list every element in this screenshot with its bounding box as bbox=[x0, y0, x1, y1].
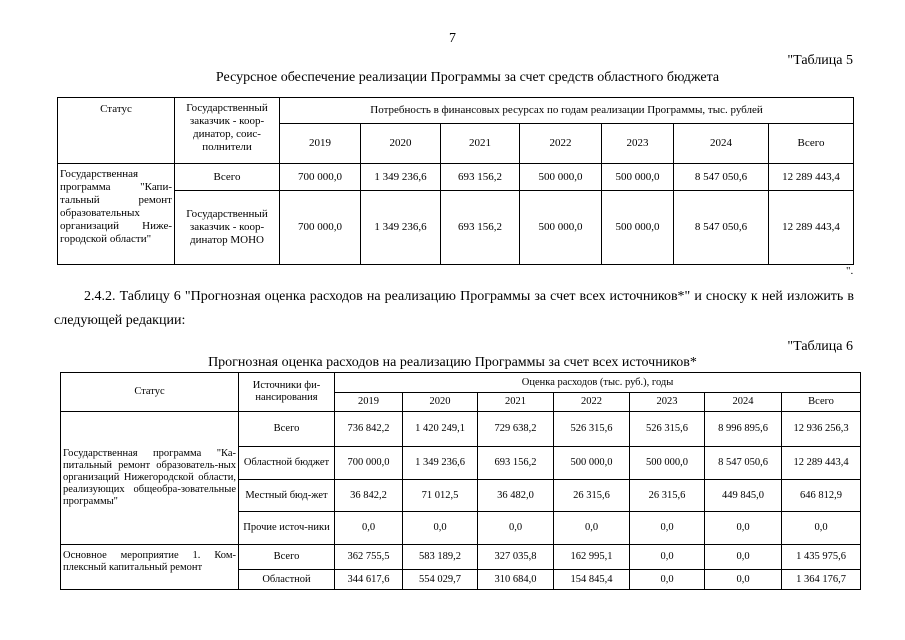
t5-cell: 700 000,0 bbox=[280, 164, 361, 191]
t6-cell: 362 755,5 bbox=[335, 545, 403, 570]
t6-cell: 0,0 bbox=[630, 570, 705, 590]
t6-cell: 36 482,0 bbox=[478, 480, 554, 512]
t6-cell: 0,0 bbox=[478, 512, 554, 545]
t5-cell: 500 000,0 bbox=[602, 191, 674, 265]
t6-row-label: Областной bbox=[239, 570, 335, 590]
t6-cell: 0,0 bbox=[705, 545, 782, 570]
table5-label: "Таблица 5 bbox=[787, 53, 853, 68]
t6-cell: 344 617,6 bbox=[335, 570, 403, 590]
t5-header-status: Статус bbox=[58, 98, 175, 164]
t6-cell: 0,0 bbox=[705, 512, 782, 545]
t6-header-estimate: Оценка расходов (тыс. руб.), годы bbox=[335, 373, 861, 393]
table5-title: Ресурсное обеспечение реализации Программы за счет средств областного бюджета bbox=[215, 70, 720, 85]
t5-cell: 12 289 443,4 bbox=[769, 164, 854, 191]
t5-cell: 693 156,2 bbox=[441, 164, 520, 191]
t5-cell: 693 156,2 bbox=[441, 191, 520, 265]
t6-cell: 0,0 bbox=[630, 545, 705, 570]
t6-row-label: Всего bbox=[239, 545, 335, 570]
t6-year: 2020 bbox=[403, 393, 478, 412]
t6-cell: 1 349 236,6 bbox=[403, 447, 478, 480]
t6-cell: 12 289 443,4 bbox=[782, 447, 861, 480]
t5-row-label: Всего bbox=[175, 164, 280, 191]
t5-year: 2021 bbox=[441, 124, 520, 164]
t5-row-label: Государственный заказчик - коор-динатор МОНО bbox=[175, 191, 280, 265]
t6-cell: 71 012,5 bbox=[403, 480, 478, 512]
amendment-paragraph: 2.4.2. Таблицу 6 "Прогнозная оценка расходов на реализацию Программы за счет всех источников*" и сноску к ней изложить в следующей редакции: bbox=[54, 289, 854, 328]
t6-status-activity: Основное мероприятие 1. Ком-плексный капитальный ремонт bbox=[61, 545, 239, 590]
t6-row-label: Местный бюд-жет bbox=[239, 480, 335, 512]
t6-year: 2022 bbox=[554, 393, 630, 412]
t6-cell: 700 000,0 bbox=[335, 447, 403, 480]
t6-cell: 1 435 975,6 bbox=[782, 545, 861, 570]
t6-cell: 310 684,0 bbox=[478, 570, 554, 590]
t6-cell: 693 156,2 bbox=[478, 447, 554, 480]
t6-cell: 0,0 bbox=[705, 570, 782, 590]
t5-year: Всего bbox=[769, 124, 854, 164]
t5-header-need: Потребность в финансовых ресурсах по годам реализации Программы, тыс. рублей bbox=[280, 98, 854, 124]
t6-cell: 1 364 176,7 bbox=[782, 570, 861, 590]
t6-cell: 646 812,9 bbox=[782, 480, 861, 512]
t6-cell: 583 189,2 bbox=[403, 545, 478, 570]
t5-year: 2019 bbox=[280, 124, 361, 164]
table5 bbox=[57, 97, 854, 265]
t6-cell: 154 845,4 bbox=[554, 570, 630, 590]
t5-cell: 500 000,0 bbox=[520, 164, 602, 191]
t6-cell: 162 995,1 bbox=[554, 545, 630, 570]
page-number: 7 bbox=[449, 31, 456, 46]
t6-cell: 0,0 bbox=[335, 512, 403, 545]
t6-year: Всего bbox=[782, 393, 861, 412]
t5-cell: 500 000,0 bbox=[602, 164, 674, 191]
t6-cell: 500 000,0 bbox=[630, 447, 705, 480]
t6-cell: 526 315,6 bbox=[554, 412, 630, 447]
t6-cell: 500 000,0 bbox=[554, 447, 630, 480]
t6-cell: 729 638,2 bbox=[478, 412, 554, 447]
t6-year: 2023 bbox=[630, 393, 705, 412]
t6-cell: 0,0 bbox=[554, 512, 630, 545]
t6-cell: 36 842,2 bbox=[335, 480, 403, 512]
t6-cell: 526 315,6 bbox=[630, 412, 705, 447]
t6-cell: 327 035,8 bbox=[478, 545, 554, 570]
t5-cell: 8 547 050,6 bbox=[674, 164, 769, 191]
t6-cell: 12 936 256,3 bbox=[782, 412, 861, 447]
t6-header-sources: Источники фи-нансирования bbox=[239, 373, 335, 412]
t5-cell: 8 547 050,6 bbox=[674, 191, 769, 265]
table6-title: Прогнозная оценка расходов на реализацию Программы за счет всех источников* bbox=[208, 355, 697, 370]
t6-cell: 0,0 bbox=[782, 512, 861, 545]
t6-cell: 736 842,2 bbox=[335, 412, 403, 447]
t6-year: 2019 bbox=[335, 393, 403, 412]
t6-cell: 554 029,7 bbox=[403, 570, 478, 590]
t6-cell: 8 996 895,6 bbox=[705, 412, 782, 447]
t5-cell: 12 289 443,4 bbox=[769, 191, 854, 265]
t5-year: 2022 bbox=[520, 124, 602, 164]
t6-row-label: Всего bbox=[239, 412, 335, 447]
t5-year: 2020 bbox=[361, 124, 441, 164]
t5-cell: 1 349 236,6 bbox=[361, 191, 441, 265]
t5-status: Государственная программа "Капи-тальный ремонт образовательных организаций Ниже-городской области" bbox=[58, 164, 175, 265]
t5-header-customer: Государственный заказчик - коор-динатор, соис-полнители bbox=[175, 98, 280, 164]
t6-cell: 449 845,0 bbox=[705, 480, 782, 512]
t6-header-status: Статус bbox=[61, 373, 239, 412]
t6-year: 2024 bbox=[705, 393, 782, 412]
t6-row-label: Областной бюджет bbox=[239, 447, 335, 480]
table5-closing: ". bbox=[846, 265, 854, 277]
t6-row-label: Прочие источ-ники bbox=[239, 512, 335, 545]
table6-label: "Таблица 6 bbox=[787, 339, 853, 354]
t5-year: 2024 bbox=[674, 124, 769, 164]
t5-cell: 1 349 236,6 bbox=[361, 164, 441, 191]
t6-status-program: Государственная программа "Ка-питальный ремонт образователь-ных организаций Нижегородской области, реализующих общеобра-зовательные программы" bbox=[61, 412, 239, 545]
t5-cell: 500 000,0 bbox=[520, 191, 602, 265]
t5-year: 2023 bbox=[602, 124, 674, 164]
t6-cell: 0,0 bbox=[403, 512, 478, 545]
t6-cell: 1 420 249,1 bbox=[403, 412, 478, 447]
t6-cell: 8 547 050,6 bbox=[705, 447, 782, 480]
t6-year: 2021 bbox=[478, 393, 554, 412]
t6-cell: 26 315,6 bbox=[554, 480, 630, 512]
t6-cell: 26 315,6 bbox=[630, 480, 705, 512]
t5-cell: 700 000,0 bbox=[280, 191, 361, 265]
t6-cell: 0,0 bbox=[630, 512, 705, 545]
table6 bbox=[60, 372, 861, 590]
